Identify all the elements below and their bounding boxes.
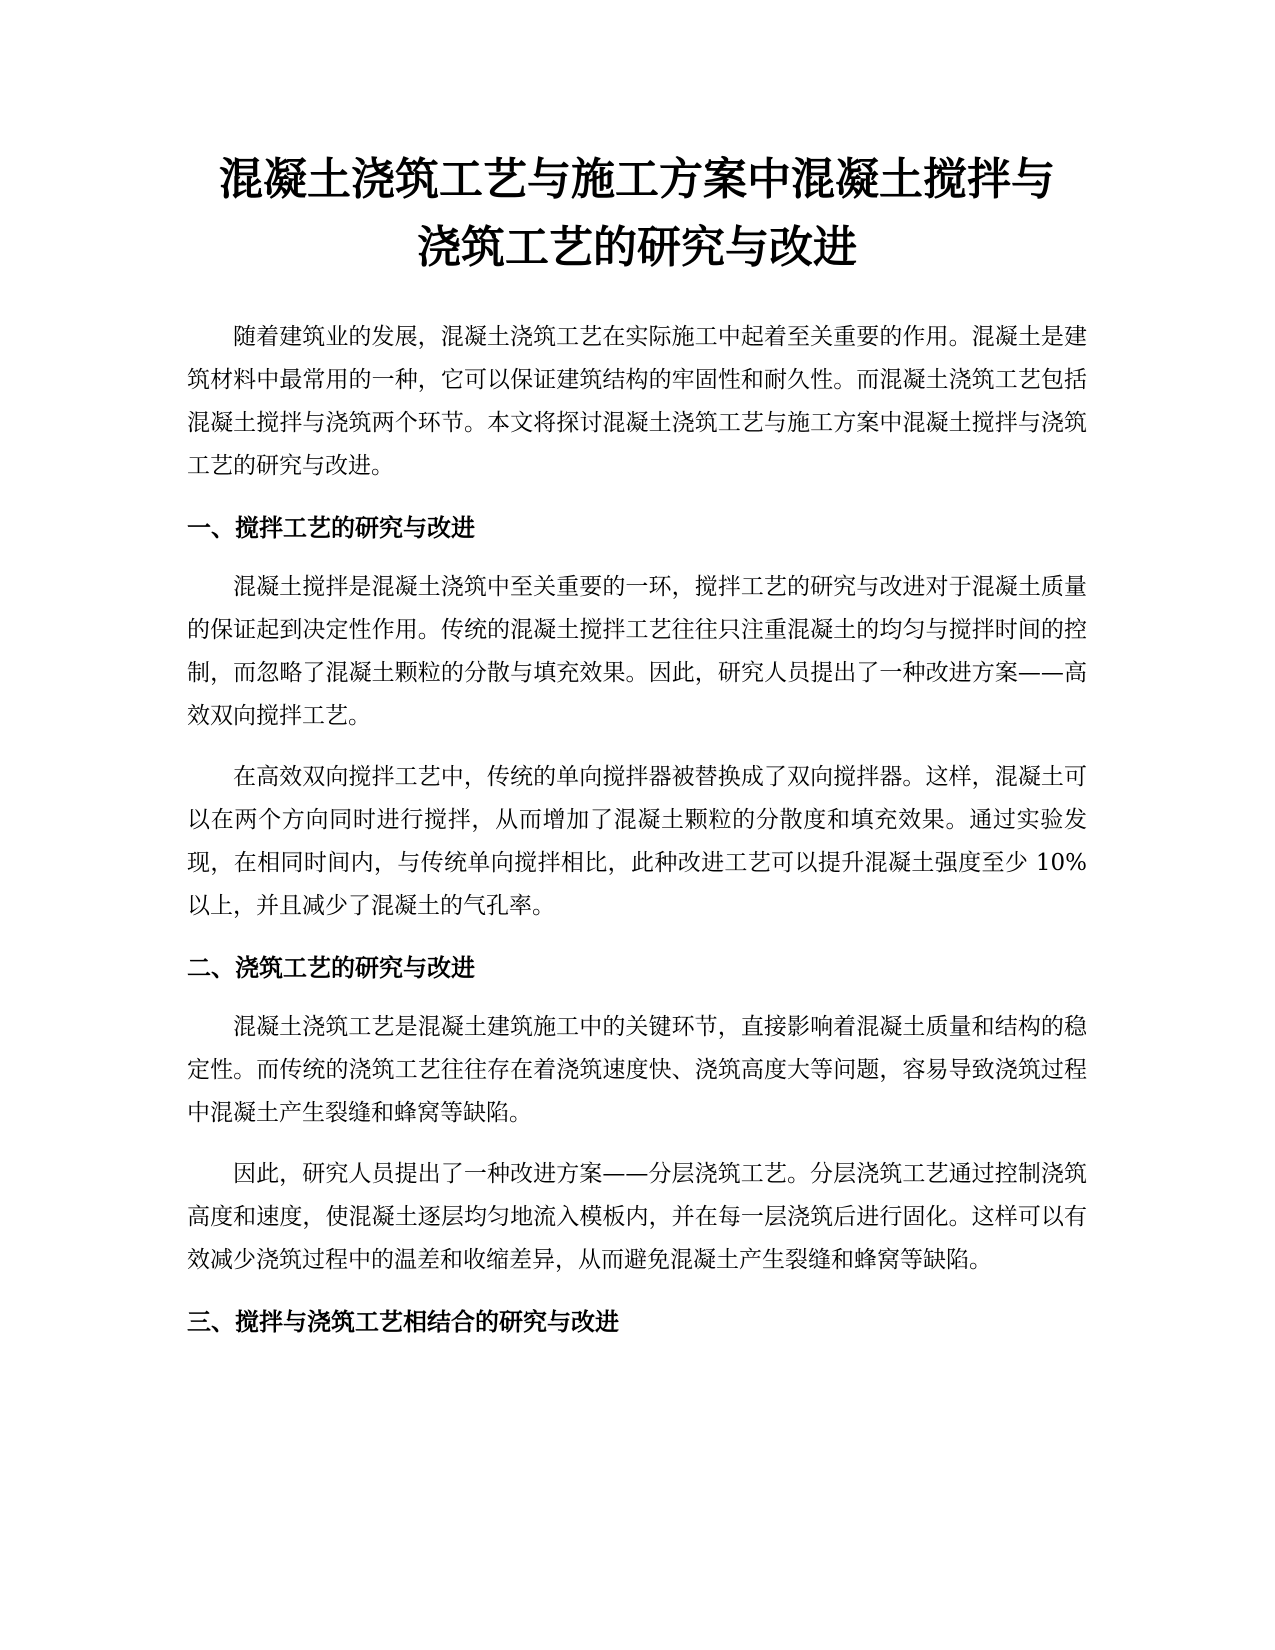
section-heading-3: 三、搅拌与浇筑工艺相结合的研究与改进 <box>187 1308 619 1336</box>
section-2-paragraph-1: 混凝土浇筑工艺是混凝土建筑施工中的关键环节，直接影响着混凝土质量和结构的稳定性。而传统的浇筑工艺往往存在着浇筑速度快、浇筑高度大等问题，容易导致浇筑过程中混凝土产生裂缝和蜂窝等缺陷。 <box>187 1014 1087 1126</box>
title-line-1: 混凝土浇筑工艺与施工方案中混凝土搅拌与 <box>219 154 1055 205</box>
section-2-paragraph-2: 因此，研究人员提出了一种改进方案——分层浇筑工艺。分层浇筑工艺通过控制浇筑高度和速度，使混凝土逐层均匀地流入模板内，并在每一层浇筑后进行固化。这样可以有效减少浇筑过程中的温差和收缩差异，从而避免混凝土产生裂缝和蜂窝等缺陷。 <box>187 1161 1087 1273</box>
document-title <box>187 146 1087 282</box>
section-heading-2: 二、浇筑工艺的研究与改进 <box>187 954 475 982</box>
section-1-paragraph-2: 在高效双向搅拌工艺中，传统的单向搅拌器被替换成了双向搅拌器。这样，混凝土可以在两个方向同时进行搅拌，从而增加了混凝土颗粒的分散度和填充效果。通过实验发现，在相同时间内，与传统单向搅拌相比，此种改进工艺可以提升混凝土强度至少 10%以上，并且减少了混凝土的气孔率。 <box>187 764 1087 919</box>
section-1-paragraph-1: 混凝土搅拌是混凝土浇筑中至关重要的一环，搅拌工艺的研究与改进对于混凝土质量的保证起到决定性作用。传统的混凝土搅拌工艺往往只注重混凝土的均匀与搅拌时间的控制，而忽略了混凝土颗粒的分散与填充效果。因此，研究人员提出了一种改进方案——高效双向搅拌工艺。 <box>187 574 1087 729</box>
intro-paragraph: 随着建筑业的发展，混凝土浇筑工艺在实际施工中起着至关重要的作用。混凝土是建筑材料中最常用的一种，它可以保证建筑结构的牢固性和耐久性。而混凝土浇筑工艺包括混凝土搅拌与浇筑两个环节。本文将探讨混凝土浇筑工艺与施工方案中混凝土搅拌与浇筑工艺的研究与改进。 <box>187 324 1087 479</box>
section-heading-1: 一、搅拌工艺的研究与改进 <box>187 514 475 542</box>
document-body <box>187 146 1087 1360</box>
title-line-2: 浇筑工艺的研究与改进 <box>417 222 857 273</box>
